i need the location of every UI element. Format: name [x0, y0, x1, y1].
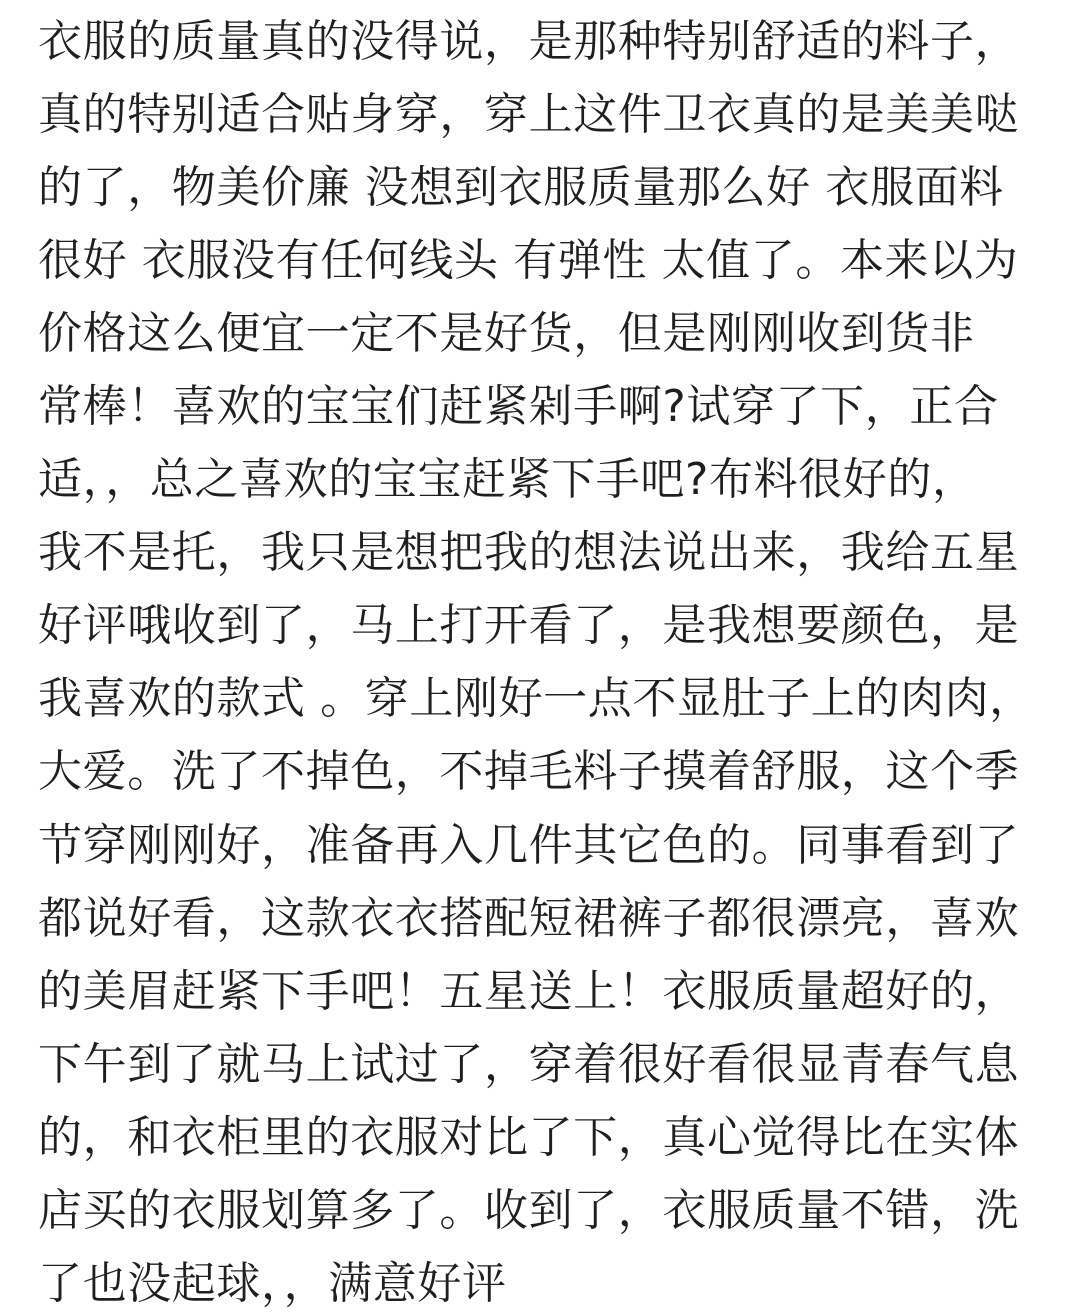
review-line: 下午到了就马上试过了，穿着很好看很显青春气息	[38, 1038, 1020, 1090]
review-line: 店买的衣服划算多了。收到了，衣服质量不错，洗	[38, 1185, 1020, 1237]
review-line: 都说好看，这款衣衣搭配短裙裤子都很漂亮，喜欢	[38, 892, 1020, 944]
review-line: 大爱。洗了不掉色，不掉毛料子摸着舒服，这个季	[38, 746, 1020, 798]
review-line: 真的特别适合贴身穿，穿上这件卫衣真的是美美哒	[38, 88, 1020, 140]
review-line: 很好 衣服没有任何线头 有弹性 太值了。本来以为	[38, 234, 1019, 286]
review-line: 的了，物美价廉 没想到衣服质量那么好 衣服面料	[38, 161, 1004, 213]
review-line: 的美眉赶紧下手吧！五星送上！衣服质量超好的，	[38, 965, 1020, 1017]
review-line: 衣服的质量真的没得说，是那种特别舒适的料子，	[38, 15, 1020, 67]
review-line: 我喜欢的款式 。穿上刚好一点不显肚子上的肉肉，	[38, 673, 1034, 725]
review-line: 节穿刚刚好，准备再入几件其它色的。同事看到了	[38, 819, 1020, 871]
review-line: 了也没起球，，满意好评	[38, 1258, 507, 1310]
review-line: 常棒！喜欢的宝宝们赶紧剁手啊?试穿了下，正合	[38, 381, 999, 433]
review-line: 价格这么便宜一定不是好货，但是刚刚收到货非	[38, 307, 975, 359]
review-line: 的，和衣柜里的衣服对比了下，真心觉得比在实体	[38, 1111, 1020, 1163]
review-line: 我不是托，我只是想把我的想法说出来，我给五星	[38, 527, 1020, 579]
review-line: 适，，总之喜欢的宝宝赶紧下手吧?布料很好的，	[38, 454, 977, 506]
review-line: 好评哦收到了，马上打开看了，是我想要颜色，是	[38, 600, 1020, 652]
review-text-block	[38, 0, 1048, 1316]
